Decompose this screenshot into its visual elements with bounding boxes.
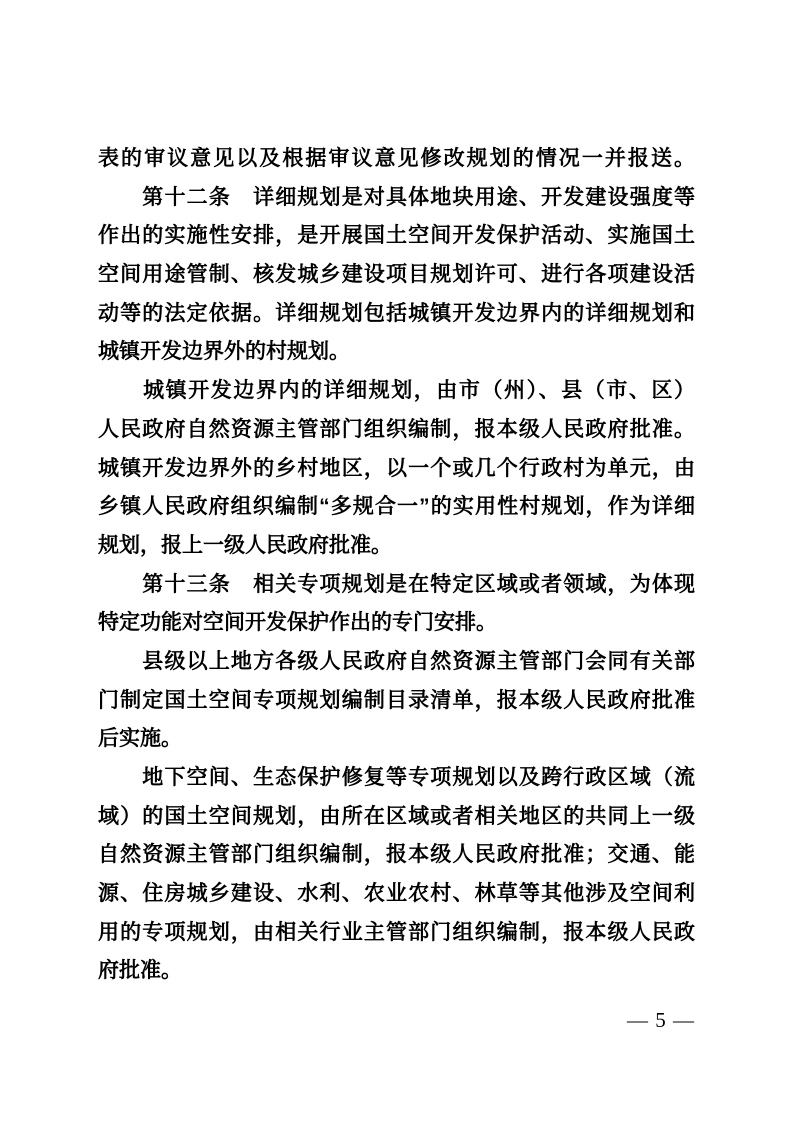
text-line: 县级以上地方各级人民政府自然资源主管部门会同有关部 — [98, 649, 695, 673]
text-line: 表的审议意见以及根据审议意见修改规划的情况一并报送。 — [98, 147, 695, 170]
text-line: 用的专项规划，由相关行业主管部门组织编制，报本级人民政 — [98, 920, 695, 944]
text-line-paragraph-end: 特定功能对空间开发保护作出的专门安排。 — [98, 611, 497, 635]
text-line-paragraph-end: 后实施。 — [98, 727, 182, 751]
text-line-paragraph-end: 城镇开发边界外的村规划。 — [98, 340, 350, 364]
text-line-article-13-start: 第十三条 相关专项规划是在特定区域或者领域，为体现 — [98, 572, 695, 596]
text-line: 城镇开发边界内的详细规划，由市（州）、县（市、区） — [98, 379, 695, 403]
text-line: 域）的国土空间规划，由所在区域或者相关地区的共同上一级 — [98, 804, 695, 828]
text-line: 作出的实施性安排，是开展国土空间开发保护活动、实施国土 — [98, 224, 695, 248]
text-line: 人民政府自然资源主管部门组织编制，报本级人民政府批准。 — [98, 417, 695, 441]
text-line: 空间用途管制、核发城乡建设项目规划许可、进行各项建设活 — [98, 263, 695, 287]
text-line: 源、住房城乡建设、水利、农业农村、林草等其他涉及空间利 — [98, 882, 695, 906]
page-number: — 5 — — [627, 1008, 695, 1032]
text-line-paragraph-end: 府批准。 — [98, 959, 182, 983]
text-line-paragraph-end: 规划，报上一级人民政府批准。 — [98, 533, 392, 557]
text-line: 地下空间、生态保护修复等专项规划以及跨行政区域（流 — [98, 766, 695, 789]
text-line-article-12-start: 第十二条 详细规划是对具体地块用途、开发建设强度等 — [98, 185, 695, 209]
text-line: 乡镇人民政府组织编制“多规合一”的实用性村规划，作为详细 — [98, 495, 695, 519]
text-line: 动等的法定依据。详细规划包括城镇开发边界内的详细规划和 — [98, 301, 695, 325]
text-line: 城镇开发边界外的乡村地区，以一个或几个行政村为单元，由 — [98, 456, 695, 480]
text-line: 自然资源主管部门组织编制，报本级人民政府批准；交通、能 — [98, 843, 695, 867]
text-line: 门制定国土空间专项规划编制目录清单，报本级人民政府批准 — [98, 688, 695, 712]
body-text-block — [98, 140, 695, 991]
